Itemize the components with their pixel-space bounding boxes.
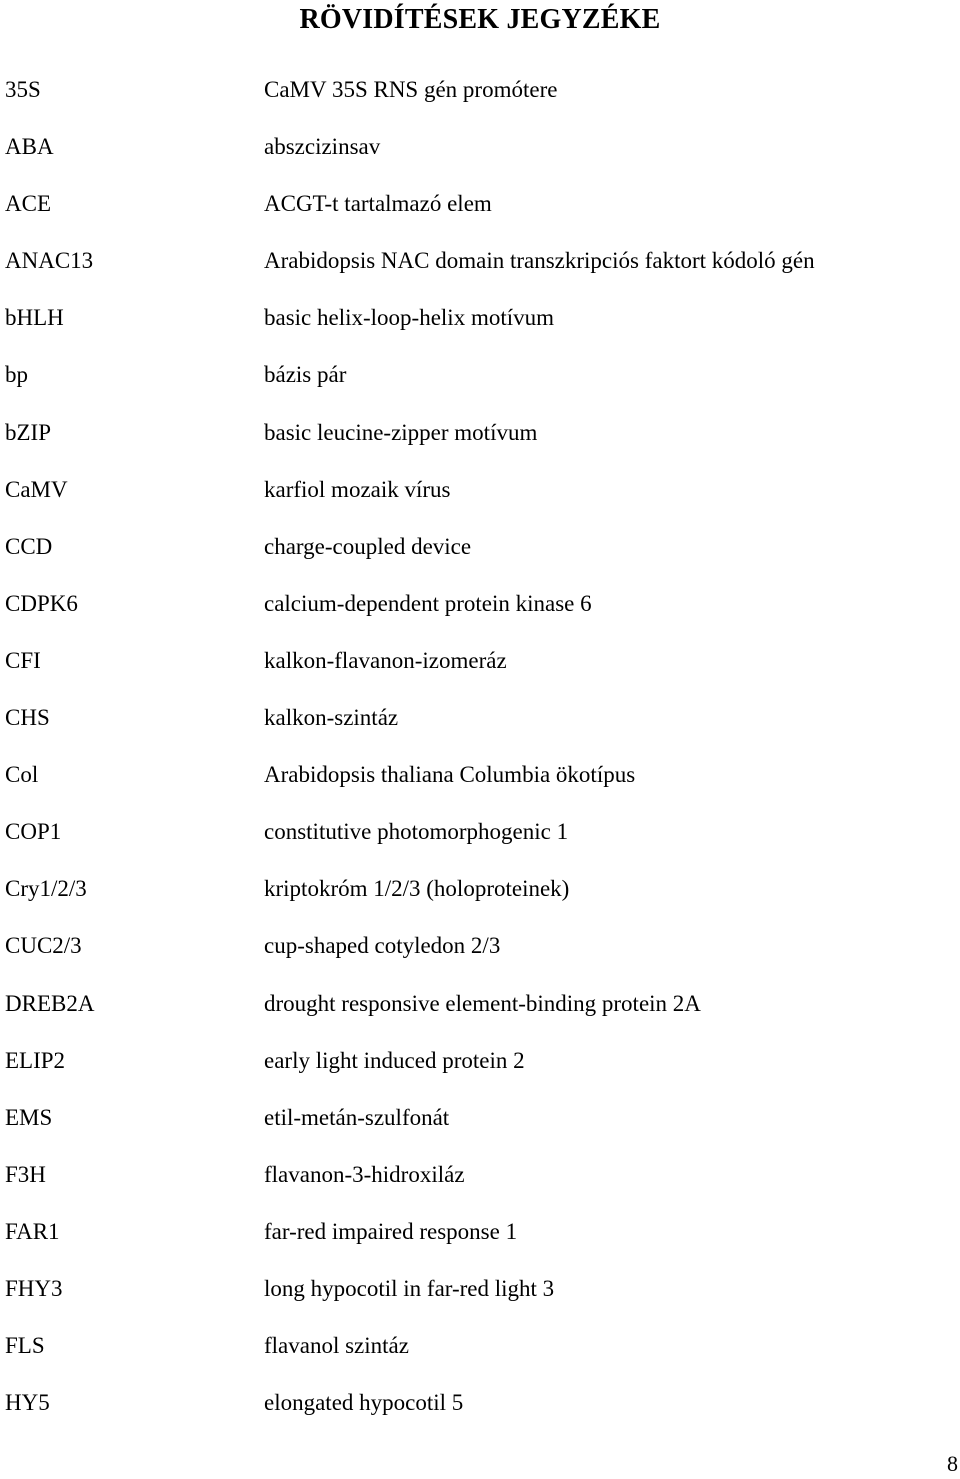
abbreviation-definition: charge-coupled device: [264, 533, 472, 559]
abbreviation-row: [0, 1212, 960, 1269]
abbreviation-term: EMS: [5, 1104, 53, 1130]
abbreviation-row: [0, 1155, 960, 1212]
abbreviation-definition: basic leucine-zipper motívum: [264, 419, 538, 445]
abbreviation-definition: early light induced protein 2: [264, 1047, 525, 1073]
abbreviation-definition: long hypocotil in far-red light 3: [264, 1275, 555, 1301]
abbreviation-row: [0, 1269, 960, 1326]
abbreviation-definition: cup-shaped cotyledon 2/3: [264, 933, 501, 959]
abbreviation-row: [0, 1326, 960, 1383]
abbreviation-definition: calcium-dependent protein kinase 6: [264, 590, 592, 616]
abbreviation-term: FAR1: [5, 1218, 60, 1244]
abbreviation-term: FHY3: [5, 1275, 63, 1301]
abbreviation-row: [0, 1383, 960, 1440]
abbreviation-term: bp: [5, 362, 28, 388]
abbreviation-term: HY5: [5, 1390, 50, 1416]
page-title: RÖVIDÍTÉSEK JEGYZÉKE: [299, 4, 661, 35]
abbreviation-row: [0, 926, 960, 983]
abbreviation-row: [0, 127, 960, 184]
abbreviation-term: Col: [5, 762, 39, 788]
abbreviation-term: ABA: [5, 134, 54, 160]
abbreviation-row: [0, 698, 960, 755]
abbreviation-definition: CaMV 35S RNS gén promótere: [264, 77, 558, 102]
abbreviation-term: CHS: [5, 705, 50, 731]
abbreviation-row: [0, 355, 960, 412]
abbreviation-term: ACE: [5, 191, 51, 217]
abbreviation-definition: flavanol szintáz: [264, 1333, 409, 1359]
abbreviation-definition: bázis pár: [264, 362, 347, 388]
abbreviation-row: [0, 869, 960, 926]
abbreviation-row: [0, 70, 960, 127]
abbreviation-term: DREB2A: [5, 990, 95, 1016]
abbreviation-term: CFI: [5, 647, 41, 673]
abbreviation-definition: Arabidopsis NAC domain transzkripciós faktort kódoló gén: [264, 248, 815, 274]
abbreviation-row: [0, 298, 960, 355]
abbreviation-term: ANAC13: [5, 248, 94, 274]
abbreviation-row: [0, 812, 960, 869]
abbreviation-term: bZIP: [5, 419, 51, 445]
abbreviation-row: [0, 641, 960, 698]
page-number: 8: [947, 1451, 958, 1476]
abbreviation-definition: far-red impaired response 1: [264, 1218, 518, 1244]
abbreviation-term: Cry1/2/3: [5, 876, 87, 902]
abbreviation-row: [0, 1098, 960, 1155]
abbreviation-definition: etil-metán-szulfonát: [264, 1104, 450, 1130]
abbreviation-row: [0, 184, 960, 241]
abbreviation-row: [0, 527, 960, 584]
abbreviation-term: FLS: [5, 1333, 45, 1359]
abbreviation-term: CDPK6: [5, 590, 78, 616]
abbreviation-list: [0, 70, 960, 1440]
abbreviation-definition: ACGT-t tartalmazó elem: [264, 191, 492, 217]
abbreviation-row: [0, 241, 960, 298]
abbreviation-term: ELIP2: [5, 1047, 66, 1073]
abbreviation-definition: kriptokróm 1/2/3 (holoproteinek): [264, 876, 570, 902]
abbreviation-term: COP1: [5, 819, 62, 845]
abbreviation-row: [0, 1041, 960, 1098]
abbreviation-definition: Arabidopsis thaliana Columbia ökotípus: [264, 762, 636, 788]
abbreviation-row: [0, 755, 960, 812]
abbreviation-definition: karfiol mozaik vírus: [264, 476, 451, 502]
abbreviation-definition: kalkon-flavanon-izomeráz: [264, 647, 507, 673]
abbreviation-row: [0, 470, 960, 527]
abbreviation-definition: kalkon-szintáz: [264, 705, 399, 731]
abbreviation-row: [0, 584, 960, 641]
abbreviation-term: CUC2/3: [5, 933, 82, 959]
abbreviation-term: 35S: [5, 77, 41, 102]
abbreviation-definition: drought responsive element-binding protein 2A: [264, 990, 701, 1016]
abbreviation-definition: flavanon-3-hidroxiláz: [264, 1161, 465, 1187]
abbreviation-row: [0, 413, 960, 470]
abbreviation-term: F3H: [5, 1161, 46, 1187]
abbreviation-term: CaMV: [5, 476, 68, 502]
abbreviation-definition: constitutive photomorphogenic 1: [264, 819, 569, 845]
abbreviation-term: bHLH: [5, 305, 64, 331]
abbreviation-row: [0, 984, 960, 1041]
abbreviation-definition: elongated hypocotil 5: [264, 1390, 464, 1416]
abbreviation-term: CCD: [5, 533, 53, 559]
abbreviation-definition: basic helix-loop-helix motívum: [264, 305, 555, 331]
abbreviation-definition: abszcizinsav: [264, 134, 381, 160]
